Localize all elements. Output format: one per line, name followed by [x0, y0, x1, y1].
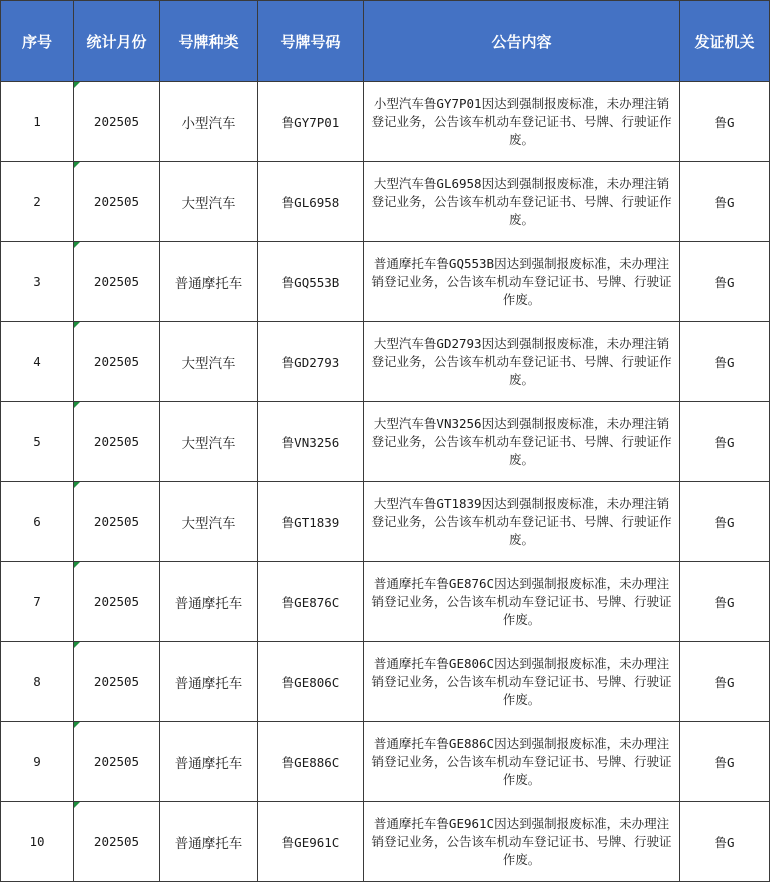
header-cell-plate-type[interactable]: 号牌种类 [160, 1, 258, 82]
cell-issuing-authority[interactable]: 鲁G [680, 402, 770, 482]
cell-plate-number[interactable]: 鲁GE876C [258, 562, 364, 642]
header-cell-notice-content[interactable]: 公告内容 [364, 1, 680, 82]
cell-notice-content[interactable]: 大型汽车鲁GL6958因达到强制报废标准，未办理注销登记业务，公告该车机动车登记证书、号牌、行驶证作废。 [364, 162, 680, 242]
cell-index[interactable]: 9 [1, 722, 74, 802]
cell-issuing-authority[interactable]: 鲁G [680, 562, 770, 642]
cell-notice-content[interactable]: 普通摩托车鲁GE961C因达到强制报废标准，未办理注销登记业务，公告该车机动车登记证书、号牌、行驶证作废。 [364, 802, 680, 882]
table-header [1, 1, 770, 82]
table-row [1, 642, 770, 722]
cell-notice-content[interactable]: 大型汽车鲁GT1839因达到强制报废标准，未办理注销登记业务，公告该车机动车登记证书、号牌、行驶证作废。 [364, 482, 680, 562]
cell-plate-type[interactable]: 大型汽车 [160, 402, 258, 482]
cell-plate-number[interactable]: 鲁VN3256 [258, 402, 364, 482]
table-row [1, 562, 770, 642]
cell-notice-content[interactable]: 普通摩托车鲁GE876C因达到强制报废标准，未办理注销登记业务，公告该车机动车登记证书、号牌、行驶证作废。 [364, 562, 680, 642]
header-cell-month[interactable]: 统计月份 [74, 1, 160, 82]
cell-issuing-authority[interactable]: 鲁G [680, 482, 770, 562]
header-row [1, 1, 770, 82]
cell-month[interactable]: 202505 [74, 562, 160, 642]
table-row [1, 482, 770, 562]
table-row [1, 402, 770, 482]
cell-plate-number[interactable]: 鲁GE961C [258, 802, 364, 882]
cell-issuing-authority[interactable]: 鲁G [680, 802, 770, 882]
table-row [1, 242, 770, 322]
table-row [1, 802, 770, 882]
cell-index[interactable]: 6 [1, 482, 74, 562]
cell-plate-type[interactable]: 大型汽车 [160, 322, 258, 402]
cell-plate-type[interactable]: 普通摩托车 [160, 802, 258, 882]
table-row [1, 722, 770, 802]
cell-plate-number[interactable]: 鲁GL6958 [258, 162, 364, 242]
cell-plate-number[interactable]: 鲁GY7P01 [258, 82, 364, 162]
cell-month[interactable]: 202505 [74, 162, 160, 242]
cell-index[interactable]: 7 [1, 562, 74, 642]
cell-month[interactable]: 202505 [74, 402, 160, 482]
cell-month[interactable]: 202505 [74, 802, 160, 882]
table-row [1, 162, 770, 242]
cell-plate-number[interactable]: 鲁GE886C [258, 722, 364, 802]
cell-index[interactable]: 4 [1, 322, 74, 402]
cell-plate-type[interactable]: 普通摩托车 [160, 242, 258, 322]
cell-issuing-authority[interactable]: 鲁G [680, 162, 770, 242]
cell-month[interactable]: 202505 [74, 482, 160, 562]
cell-index[interactable]: 8 [1, 642, 74, 722]
cell-plate-type[interactable]: 普通摩托车 [160, 642, 258, 722]
cell-plate-type[interactable]: 大型汽车 [160, 162, 258, 242]
cell-index[interactable]: 2 [1, 162, 74, 242]
cell-notice-content[interactable]: 普通摩托车鲁GQ553B因达到强制报废标准，未办理注销登记业务，公告该车机动车登记证书、号牌、行驶证作废。 [364, 242, 680, 322]
table-body [1, 82, 770, 882]
cell-notice-content[interactable]: 小型汽车鲁GY7P01因达到强制报废标准，未办理注销登记业务，公告该车机动车登记证书、号牌、行驶证作废。 [364, 82, 680, 162]
cell-notice-content[interactable]: 普通摩托车鲁GE886C因达到强制报废标准，未办理注销登记业务，公告该车机动车登记证书、号牌、行驶证作废。 [364, 722, 680, 802]
cell-issuing-authority[interactable]: 鲁G [680, 82, 770, 162]
cell-index[interactable]: 1 [1, 82, 74, 162]
cell-plate-type[interactable]: 大型汽车 [160, 482, 258, 562]
cell-index[interactable]: 5 [1, 402, 74, 482]
cell-month[interactable]: 202505 [74, 322, 160, 402]
cell-month[interactable]: 202505 [74, 722, 160, 802]
cell-issuing-authority[interactable]: 鲁G [680, 642, 770, 722]
cell-month[interactable]: 202505 [74, 642, 160, 722]
cell-plate-number[interactable]: 鲁GT1839 [258, 482, 364, 562]
cell-issuing-authority[interactable]: 鲁G [680, 722, 770, 802]
cell-plate-type[interactable]: 小型汽车 [160, 82, 258, 162]
table-row [1, 322, 770, 402]
cell-plate-number[interactable]: 鲁GD2793 [258, 322, 364, 402]
table-row [1, 82, 770, 162]
cell-index[interactable]: 10 [1, 802, 74, 882]
cell-plate-type[interactable]: 普通摩托车 [160, 722, 258, 802]
cell-notice-content[interactable]: 大型汽车鲁VN3256因达到强制报废标准，未办理注销登记业务，公告该车机动车登记证书、号牌、行驶证作废。 [364, 402, 680, 482]
header-cell-plate-number[interactable]: 号牌号码 [258, 1, 364, 82]
cell-issuing-authority[interactable]: 鲁G [680, 242, 770, 322]
cell-plate-number[interactable]: 鲁GE806C [258, 642, 364, 722]
cell-month[interactable]: 202505 [74, 82, 160, 162]
cell-notice-content[interactable]: 普通摩托车鲁GE806C因达到强制报废标准，未办理注销登记业务，公告该车机动车登记证书、号牌、行驶证作废。 [364, 642, 680, 722]
header-cell-index[interactable]: 序号 [1, 1, 74, 82]
cell-plate-type[interactable]: 普通摩托车 [160, 562, 258, 642]
header-cell-issuing-authority[interactable]: 发证机关 [680, 1, 770, 82]
cell-index[interactable]: 3 [1, 242, 74, 322]
cell-issuing-authority[interactable]: 鲁G [680, 322, 770, 402]
cell-plate-number[interactable]: 鲁GQ553B [258, 242, 364, 322]
cell-notice-content[interactable]: 大型汽车鲁GD2793因达到强制报废标准，未办理注销登记业务，公告该车机动车登记证书、号牌、行驶证作废。 [364, 322, 680, 402]
cell-month[interactable]: 202505 [74, 242, 160, 322]
